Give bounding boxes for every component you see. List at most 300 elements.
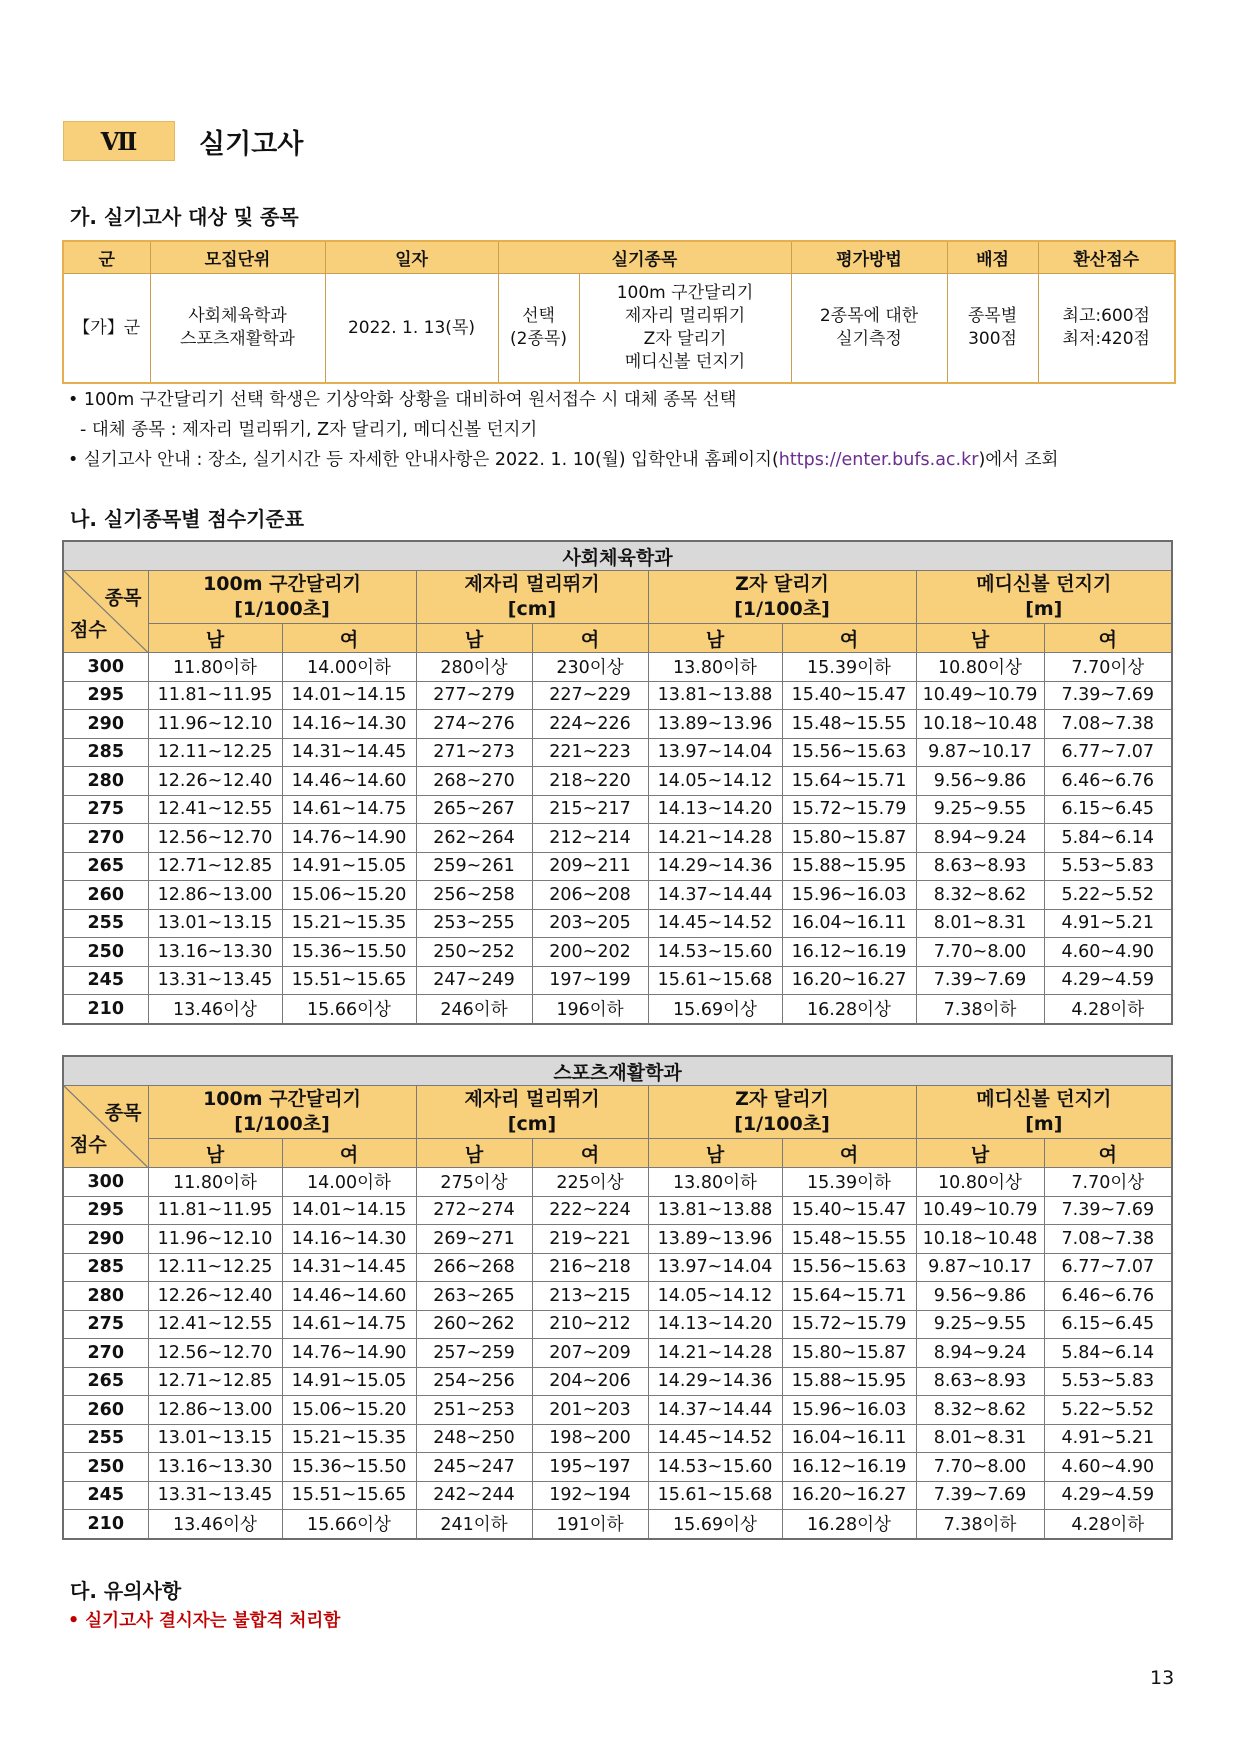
criteria-cell: 14.31~14.45	[282, 738, 416, 767]
event-unit: [cm]	[507, 598, 557, 620]
criteria-cell: 9.25~9.55	[916, 795, 1044, 824]
event-name: 제자리 멀리뛰기	[464, 573, 600, 595]
criteria-cell: 4.28이하	[1044, 1510, 1172, 1539]
criteria-cell: 15.40~15.47	[782, 681, 916, 710]
criteria-cell: 14.13~14.20	[648, 795, 782, 824]
criteria-cell: 8.63~8.93	[916, 852, 1044, 881]
header-converted: 환산점수	[1038, 241, 1175, 274]
criteria-cell: 245~247	[416, 1453, 532, 1482]
admission-homepage-link[interactable]: https://enter.bufs.ac.kr	[778, 450, 979, 470]
criteria-cell: 14.53~15.60	[648, 1453, 782, 1482]
male-header: 남	[148, 1139, 282, 1168]
criteria-cell: 5.22~5.52	[1044, 1396, 1172, 1425]
criteria-cell: 265~267	[416, 795, 532, 824]
criteria-cell: 13.80이하	[648, 653, 782, 682]
sex-header-row	[63, 1139, 1172, 1168]
female-header: 여	[1044, 624, 1172, 653]
criteria-cell: 10.80이상	[916, 1168, 1044, 1197]
criteria-cell: 274~276	[416, 710, 532, 739]
score-cell: 255	[63, 1424, 148, 1453]
select-cell	[498, 274, 579, 384]
criteria-cell: 16.20~16.27	[782, 1481, 916, 1510]
criteria-cell: 13.97~14.04	[648, 738, 782, 767]
criteria-cell: 6.46~6.76	[1044, 1282, 1172, 1311]
event-name: 100m 구간달리기	[203, 573, 361, 595]
criteria-cell: 14.45~14.52	[648, 1424, 782, 1453]
criteria-cell: 14.00이하	[282, 1168, 416, 1197]
criteria-cell: 16.28이상	[782, 1510, 916, 1539]
criteria-cell: 13.31~13.45	[148, 1481, 282, 1510]
event-item: 100m 구간달리기	[616, 283, 754, 303]
criteria-cell: 14.61~14.75	[282, 1310, 416, 1339]
table-row	[63, 995, 1172, 1024]
criteria-cell: 191이하	[532, 1510, 648, 1539]
criteria-cell: 14.46~14.60	[282, 767, 416, 796]
note-text: )에서 조회	[978, 450, 1059, 470]
criteria-cell: 14.76~14.90	[282, 824, 416, 853]
corner-score-label: 점수	[70, 1134, 107, 1156]
criteria-cell: 14.76~14.90	[282, 1339, 416, 1368]
criteria-cell: 15.64~15.71	[782, 1282, 916, 1311]
criteria-cell: 7.70~8.00	[916, 1453, 1044, 1482]
criteria-cell: 12.71~12.85	[148, 1367, 282, 1396]
event-header	[648, 1086, 916, 1139]
table-row	[63, 909, 1172, 938]
criteria-cell: 15.66이상	[282, 995, 416, 1024]
criteria-cell: 14.01~14.15	[282, 681, 416, 710]
unit-name: 사회체육학과	[188, 306, 287, 326]
criteria-cell: 13.46이상	[148, 1510, 282, 1539]
score-cell: 285	[63, 1253, 148, 1282]
criteria-cell: 213~215	[532, 1282, 648, 1311]
criteria-cell: 16.28이상	[782, 995, 916, 1024]
criteria-cell: 266~268	[416, 1253, 532, 1282]
part-c-heading: 다. 유의사항	[70, 1579, 182, 1603]
criteria-cell: 10.49~10.79	[916, 681, 1044, 710]
criteria-cell: 263~265	[416, 1282, 532, 1311]
event-header-row	[63, 571, 1172, 624]
dept-row	[63, 1056, 1172, 1086]
criteria-cell: 242~244	[416, 1481, 532, 1510]
criteria-cell: 15.40~15.47	[782, 1196, 916, 1225]
table-row	[63, 681, 1172, 710]
score-table	[62, 1055, 1173, 1540]
criteria-cell: 209~211	[532, 852, 648, 881]
criteria-cell: 15.80~15.87	[782, 824, 916, 853]
female-header: 여	[282, 624, 416, 653]
header-group: 군	[63, 241, 150, 274]
event-name: 제자리 멀리뛰기	[464, 1088, 600, 1110]
criteria-cell: 254~256	[416, 1367, 532, 1396]
dept-name: 사회체육학과	[63, 541, 1172, 571]
criteria-cell: 15.72~15.79	[782, 1310, 916, 1339]
event-header-row	[63, 1086, 1172, 1139]
criteria-cell: 206~208	[532, 881, 648, 910]
criteria-cell: 14.46~14.60	[282, 1282, 416, 1311]
criteria-cell: 15.69이상	[648, 1510, 782, 1539]
criteria-cell: 241이하	[416, 1510, 532, 1539]
criteria-cell: 253~255	[416, 909, 532, 938]
table-row	[63, 1481, 1172, 1510]
table-row	[63, 1168, 1172, 1197]
score-cell: 290	[63, 1225, 148, 1254]
criteria-cell: 7.39~7.69	[1044, 681, 1172, 710]
note-line: - 대체 종목 : 제자리 멀리뛰기, Z자 달리기, 메디신볼 던지기	[80, 420, 538, 440]
criteria-cell: 15.36~15.50	[282, 938, 416, 967]
criteria-cell: 5.84~6.14	[1044, 824, 1172, 853]
criteria-cell: 11.81~11.95	[148, 681, 282, 710]
event-name: Z자 달리기	[735, 573, 829, 595]
criteria-cell: 15.96~16.03	[782, 1396, 916, 1425]
criteria-cell: 15.61~15.68	[648, 966, 782, 995]
score-cell: 265	[63, 852, 148, 881]
header-events: 실기종목	[498, 241, 791, 274]
criteria-cell: 4.28이하	[1044, 995, 1172, 1024]
score-cell: 270	[63, 1339, 148, 1368]
score-cell: 295	[63, 681, 148, 710]
criteria-cell: 230이상	[532, 653, 648, 682]
criteria-cell: 15.69이상	[648, 995, 782, 1024]
table-row	[63, 710, 1172, 739]
criteria-cell: 4.60~4.90	[1044, 938, 1172, 967]
criteria-cell: 13.16~13.30	[148, 1453, 282, 1482]
criteria-cell: 7.70~8.00	[916, 938, 1044, 967]
criteria-cell: 7.39~7.69	[916, 1481, 1044, 1510]
male-header: 남	[416, 1139, 532, 1168]
criteria-cell: 14.05~14.12	[648, 1282, 782, 1311]
criteria-cell: 15.88~15.95	[782, 1367, 916, 1396]
criteria-cell: 14.29~14.36	[648, 852, 782, 881]
criteria-cell: 248~250	[416, 1424, 532, 1453]
criteria-cell: 16.20~16.27	[782, 966, 916, 995]
event-header	[416, 571, 648, 624]
criteria-cell: 9.56~9.86	[916, 767, 1044, 796]
score-cell: 210	[63, 1510, 148, 1539]
exam-notes	[68, 385, 1058, 475]
criteria-cell: 7.08~7.38	[1044, 1225, 1172, 1254]
table-row	[63, 1253, 1172, 1282]
criteria-cell: 11.80이하	[148, 653, 282, 682]
criteria-cell: 15.80~15.87	[782, 1339, 916, 1368]
points-line: 300점	[968, 329, 1017, 349]
table-row	[63, 1396, 1172, 1425]
event-name: Z자 달리기	[735, 1088, 829, 1110]
criteria-cell: 5.53~5.83	[1044, 1367, 1172, 1396]
criteria-cell: 10.18~10.48	[916, 1225, 1044, 1254]
criteria-cell: 12.11~12.25	[148, 738, 282, 767]
criteria-cell: 15.96~16.03	[782, 881, 916, 910]
criteria-cell: 14.05~14.12	[648, 767, 782, 796]
criteria-cell: 8.32~8.62	[916, 1396, 1044, 1425]
section-number-badge: Ⅶ	[63, 121, 175, 161]
points-cell	[947, 274, 1038, 384]
sex-header-row	[63, 624, 1172, 653]
table-row	[63, 881, 1172, 910]
corner-cell	[63, 571, 148, 653]
table-row	[63, 738, 1172, 767]
event-item: 메디신볼 던지기	[624, 352, 746, 372]
criteria-cell: 246이하	[416, 995, 532, 1024]
criteria-cell: 11.96~12.10	[148, 710, 282, 739]
score-cell: 245	[63, 966, 148, 995]
score-cell: 250	[63, 1453, 148, 1482]
criteria-cell: 7.38이하	[916, 995, 1044, 1024]
page-number: 13	[1150, 1667, 1175, 1689]
criteria-cell: 12.26~12.40	[148, 1282, 282, 1311]
criteria-cell: 219~221	[532, 1225, 648, 1254]
criteria-cell: 257~259	[416, 1339, 532, 1368]
criteria-cell: 13.80이하	[648, 1168, 782, 1197]
score-cell: 255	[63, 909, 148, 938]
criteria-cell: 192~194	[532, 1481, 648, 1510]
table-row	[63, 852, 1172, 881]
criteria-cell: 14.16~14.30	[282, 710, 416, 739]
male-header: 남	[648, 624, 782, 653]
criteria-cell: 8.32~8.62	[916, 881, 1044, 910]
score-cell: 250	[63, 938, 148, 967]
criteria-cell: 14.29~14.36	[648, 1367, 782, 1396]
criteria-cell: 10.80이상	[916, 653, 1044, 682]
corner-score-label: 점수	[70, 619, 107, 641]
criteria-cell: 14.37~14.44	[648, 881, 782, 910]
criteria-cell: 4.29~4.59	[1044, 1481, 1172, 1510]
event-name: 100m 구간달리기	[203, 1088, 361, 1110]
criteria-cell: 14.31~14.45	[282, 1253, 416, 1282]
event-unit: [m]	[1025, 598, 1063, 620]
criteria-cell: 210~212	[532, 1310, 648, 1339]
section-title: 실기고사	[199, 128, 304, 160]
overview-header-row	[63, 241, 1175, 274]
criteria-cell: 15.06~15.20	[282, 881, 416, 910]
criteria-cell: 12.56~12.70	[148, 824, 282, 853]
criteria-cell: 227~229	[532, 681, 648, 710]
dept-row	[63, 541, 1172, 571]
criteria-cell: 7.39~7.69	[1044, 1196, 1172, 1225]
criteria-cell: 277~279	[416, 681, 532, 710]
criteria-cell: 215~217	[532, 795, 648, 824]
points-line: 종목별	[967, 306, 1018, 326]
table-row	[63, 1225, 1172, 1254]
criteria-cell: 8.01~8.31	[916, 909, 1044, 938]
table-row	[63, 795, 1172, 824]
criteria-cell: 201~203	[532, 1396, 648, 1425]
female-header: 여	[1044, 1139, 1172, 1168]
criteria-cell: 15.51~15.65	[282, 966, 416, 995]
criteria-cell: 200~202	[532, 938, 648, 967]
criteria-cell: 15.21~15.35	[282, 1424, 416, 1453]
criteria-cell: 280이상	[416, 653, 532, 682]
score-cell: 260	[63, 1396, 148, 1425]
score-cell: 270	[63, 824, 148, 853]
criteria-cell: 10.49~10.79	[916, 1196, 1044, 1225]
criteria-cell: 275이상	[416, 1168, 532, 1197]
criteria-cell: 14.91~15.05	[282, 852, 416, 881]
criteria-cell: 11.81~11.95	[148, 1196, 282, 1225]
female-header: 여	[782, 1139, 916, 1168]
score-cell: 285	[63, 738, 148, 767]
absence-warning: • 실기고사 결시자는 불합격 처리함	[68, 1611, 341, 1631]
criteria-cell: 14.53~15.60	[648, 938, 782, 967]
criteria-cell: 14.01~14.15	[282, 1196, 416, 1225]
criteria-cell: 15.21~15.35	[282, 909, 416, 938]
criteria-cell: 272~274	[416, 1196, 532, 1225]
criteria-cell: 207~209	[532, 1339, 648, 1368]
criteria-cell: 12.26~12.40	[148, 767, 282, 796]
criteria-cell: 12.71~12.85	[148, 852, 282, 881]
table-row	[63, 1453, 1172, 1482]
score-cell: 295	[63, 1196, 148, 1225]
event-unit: [cm]	[507, 1113, 557, 1135]
score-cell: 290	[63, 710, 148, 739]
score-cell: 245	[63, 1481, 148, 1510]
group-cell: 【가】군	[63, 274, 150, 384]
select-count: (2종목)	[510, 329, 567, 349]
score-cell: 300	[63, 1168, 148, 1197]
table-row	[63, 1282, 1172, 1311]
criteria-cell: 6.77~7.07	[1044, 1253, 1172, 1282]
event-name: 메디신볼 던지기	[976, 573, 1112, 595]
criteria-cell: 4.29~4.59	[1044, 966, 1172, 995]
criteria-cell: 6.77~7.07	[1044, 738, 1172, 767]
event-unit: [1/100초]	[734, 1113, 830, 1135]
criteria-cell: 9.87~10.17	[916, 1253, 1044, 1282]
criteria-cell: 8.94~9.24	[916, 1339, 1044, 1368]
criteria-cell: 222~224	[532, 1196, 648, 1225]
score-cell: 275	[63, 795, 148, 824]
criteria-cell: 251~253	[416, 1396, 532, 1425]
corner-cell	[63, 1086, 148, 1168]
event-unit: [1/100초]	[234, 598, 330, 620]
criteria-cell: 13.89~13.96	[648, 1225, 782, 1254]
criteria-cell: 7.70이상	[1044, 653, 1172, 682]
units-cell	[150, 274, 325, 384]
criteria-cell: 16.04~16.11	[782, 909, 916, 938]
criteria-cell: 221~223	[532, 738, 648, 767]
table-row	[63, 1339, 1172, 1368]
event-unit: [1/100초]	[234, 1113, 330, 1135]
criteria-cell: 6.46~6.76	[1044, 767, 1172, 796]
score-cell: 300	[63, 653, 148, 682]
note-text: • 실기고사 안내 : 장소, 실기시간 등 자세한 안내사항은 2022. 1. 10(월) 입학안내 홈페이지(	[68, 450, 779, 470]
criteria-cell: 13.81~13.88	[648, 681, 782, 710]
criteria-cell: 225이상	[532, 1168, 648, 1197]
criteria-cell: 259~261	[416, 852, 532, 881]
criteria-cell: 14.00이하	[282, 653, 416, 682]
criteria-cell: 203~205	[532, 909, 648, 938]
method-cell	[791, 274, 947, 384]
method-line: 실기측정	[836, 329, 902, 349]
criteria-cell: 16.04~16.11	[782, 1424, 916, 1453]
criteria-cell: 12.86~13.00	[148, 1396, 282, 1425]
male-header: 남	[916, 1139, 1044, 1168]
note-line	[68, 445, 1058, 475]
criteria-cell: 6.15~6.45	[1044, 795, 1172, 824]
score-cell: 280	[63, 767, 148, 796]
criteria-cell: 15.39이하	[782, 653, 916, 682]
score-cell: 265	[63, 1367, 148, 1396]
select-label: 선택	[522, 306, 555, 326]
male-header: 남	[648, 1139, 782, 1168]
criteria-cell: 14.21~14.28	[648, 1339, 782, 1368]
score-cell: 280	[63, 1282, 148, 1311]
criteria-cell: 4.60~4.90	[1044, 1453, 1172, 1482]
criteria-cell: 15.72~15.79	[782, 795, 916, 824]
table-row	[63, 1510, 1172, 1539]
event-item: Z자 달리기	[643, 329, 727, 349]
table-row	[63, 1367, 1172, 1396]
criteria-cell: 9.25~9.55	[916, 1310, 1044, 1339]
criteria-cell: 250~252	[416, 938, 532, 967]
converted-cell	[1038, 274, 1175, 384]
criteria-cell: 12.86~13.00	[148, 881, 282, 910]
corner-event-label: 종목	[104, 1102, 142, 1124]
event-item: 제자리 멀리뛰기	[624, 306, 746, 326]
criteria-cell: 212~214	[532, 824, 648, 853]
criteria-cell: 14.45~14.52	[648, 909, 782, 938]
criteria-cell: 12.41~12.55	[148, 1310, 282, 1339]
male-header: 남	[916, 624, 1044, 653]
event-unit: [1/100초]	[734, 598, 830, 620]
converted-min: 최저:420점	[1062, 329, 1150, 349]
criteria-cell: 15.66이상	[282, 1510, 416, 1539]
criteria-cell: 15.61~15.68	[648, 1481, 782, 1510]
event-header	[916, 571, 1172, 624]
header-unit: 모집단위	[150, 241, 325, 274]
criteria-cell: 15.06~15.20	[282, 1396, 416, 1425]
table-row	[63, 1424, 1172, 1453]
criteria-cell: 14.16~14.30	[282, 1225, 416, 1254]
header-method: 평가방법	[791, 241, 947, 274]
corner-event-label: 종목	[104, 587, 142, 609]
criteria-cell: 15.51~15.65	[282, 1481, 416, 1510]
event-header	[916, 1086, 1172, 1139]
date-cell: 2022. 1. 13(목)	[325, 274, 498, 384]
criteria-cell: 224~226	[532, 710, 648, 739]
exam-overview-table	[62, 240, 1176, 384]
criteria-cell: 12.56~12.70	[148, 1339, 282, 1368]
section-header	[63, 121, 303, 161]
criteria-cell: 5.22~5.52	[1044, 881, 1172, 910]
criteria-cell: 13.01~13.15	[148, 909, 282, 938]
dept-name: 스포츠재활학과	[63, 1056, 1172, 1086]
criteria-cell: 16.12~16.19	[782, 938, 916, 967]
header-date: 일자	[325, 241, 498, 274]
criteria-cell: 13.89~13.96	[648, 710, 782, 739]
event-header	[648, 571, 916, 624]
events-cell	[579, 274, 791, 384]
criteria-cell: 15.88~15.95	[782, 852, 916, 881]
criteria-cell: 14.37~14.44	[648, 1396, 782, 1425]
criteria-cell: 260~262	[416, 1310, 532, 1339]
part-b-heading: 나. 실기종목별 점수기준표	[70, 507, 305, 531]
criteria-cell: 14.21~14.28	[648, 824, 782, 853]
female-header: 여	[282, 1139, 416, 1168]
event-header	[148, 1086, 416, 1139]
criteria-cell: 271~273	[416, 738, 532, 767]
table-row	[63, 1310, 1172, 1339]
score-cell: 210	[63, 995, 148, 1024]
criteria-cell: 4.91~5.21	[1044, 909, 1172, 938]
table-row	[63, 938, 1172, 967]
criteria-cell: 4.91~5.21	[1044, 1424, 1172, 1453]
male-header: 남	[148, 624, 282, 653]
criteria-cell: 9.87~10.17	[916, 738, 1044, 767]
criteria-cell: 7.38이하	[916, 1510, 1044, 1539]
male-header: 남	[416, 624, 532, 653]
criteria-cell: 204~206	[532, 1367, 648, 1396]
converted-max: 최고:600점	[1062, 306, 1150, 326]
criteria-cell: 6.15~6.45	[1044, 1310, 1172, 1339]
